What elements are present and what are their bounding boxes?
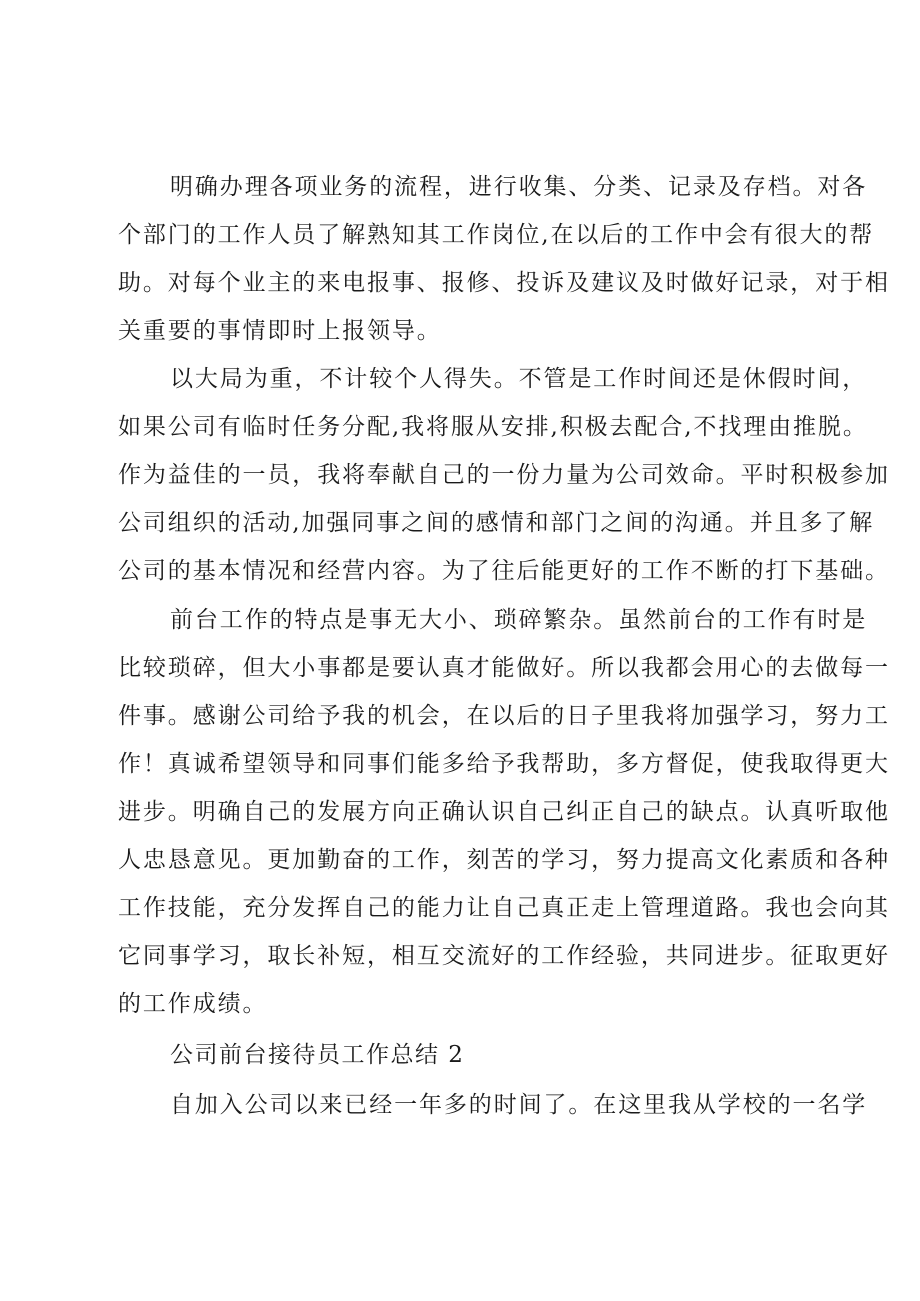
paragraph-line: 比较琐碎，但大小事都是要认真才能做好。所以我都会用心的去做每一 — [118, 655, 890, 681]
paragraph-line: 关重要的事情即时上报领导。 — [118, 318, 442, 344]
paragraph-line: 作！真诚希望领导和同事们能多给予我帮助，多方督促，使我取得更大 — [118, 751, 890, 777]
paragraph-line: 如果公司有临时任务分配,我将服从安排,积极去配合,不找理由推脱。 — [118, 414, 868, 440]
paragraph-line: 自加入公司以来已经一年多的时间了。在这里我从学校的一名学 — [170, 1092, 868, 1118]
paragraph-line: 以大局为重，不计较个人得失。不管是工作时间还是休假时间， — [170, 366, 868, 392]
paragraph-line: 工作技能，充分发挥自己的能力让自己真正走上管理道路。我也会向其 — [118, 895, 890, 921]
paragraph-line: 它同事学习，取长补短，相互交流好的工作经验，共同进步。征取更好 — [118, 943, 890, 969]
paragraph-line: 个部门的工作人员了解熟知其工作岗位,在以后的工作中会有很大的帮 — [118, 222, 875, 248]
paragraph-line: 进步。明确自己的发展方向正确认识自己纠正自己的缺点。认真听取他 — [118, 799, 890, 825]
paragraph-line: 的工作成绩。 — [118, 991, 268, 1017]
paragraph-line: 公司的基本情况和经营内容。为了往后能更好的工作不断的打下基础。 — [118, 558, 890, 584]
paragraph-line: 前台工作的特点是事无大小、琐碎繁杂。虽然前台的工作有时是 — [170, 607, 868, 633]
paragraph-line: 件事。感谢公司给予我的机会，在以后的日子里我将加强学习，努力工 — [118, 703, 890, 729]
paragraph-line: 明确办理各项业务的流程，进行收集、分类、记录及存档。对各 — [170, 174, 868, 200]
paragraph-line: 人忠恳意见。更加勤奋的工作，刻苦的学习，努力提高文化素质和各种 — [118, 847, 890, 873]
paragraph-line: 公司组织的活动,加强同事之间的感情和部门之间的沟通。并且多了解 — [118, 510, 875, 536]
paragraph-line: 助。对每个业主的来电报事、报修、投诉及建议及时做好记录，对于相 — [118, 270, 890, 296]
section-heading: 公司前台接待员工作总结 2 — [170, 1042, 465, 1068]
paragraph-line: 作为益佳的一员，我将奉献自己的一份力量为公司效命。平时积极参加 — [118, 462, 890, 488]
